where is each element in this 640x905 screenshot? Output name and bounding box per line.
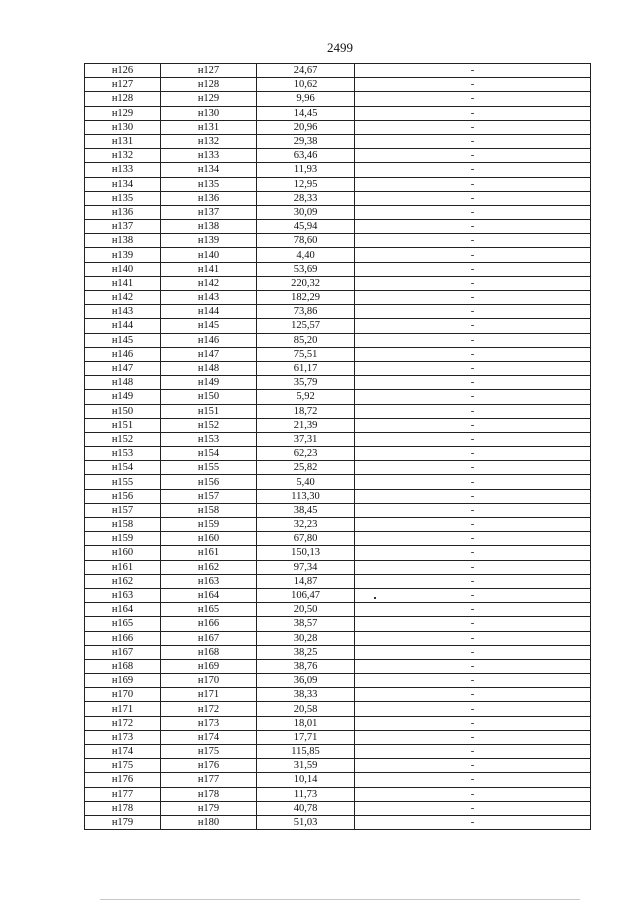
note-cell: - xyxy=(355,801,591,815)
to-point-cell: н156 xyxy=(161,475,257,489)
to-point-cell: н161 xyxy=(161,546,257,560)
table-row xyxy=(85,248,591,262)
note-cell: - xyxy=(355,560,591,574)
distance-cell: 38,57 xyxy=(257,617,355,631)
distance-cell: 61,17 xyxy=(257,361,355,375)
from-point-cell: н156 xyxy=(85,489,161,503)
table-row xyxy=(85,205,591,219)
to-point-cell: н177 xyxy=(161,773,257,787)
distance-cell: 97,34 xyxy=(257,560,355,574)
from-point-cell: н142 xyxy=(85,291,161,305)
note-cell: - xyxy=(355,291,591,305)
distance-cell: 38,76 xyxy=(257,659,355,673)
from-point-cell: н167 xyxy=(85,645,161,659)
from-point-cell: н157 xyxy=(85,503,161,517)
table-row xyxy=(85,106,591,120)
to-point-cell: н127 xyxy=(161,64,257,78)
note-cell: - xyxy=(355,702,591,716)
from-point-cell: н129 xyxy=(85,106,161,120)
distance-cell: 67,80 xyxy=(257,532,355,546)
note-cell: - xyxy=(355,120,591,134)
from-point-cell: н145 xyxy=(85,333,161,347)
note-cell: - xyxy=(355,489,591,503)
table-row xyxy=(85,588,591,602)
note-cell: - xyxy=(355,234,591,248)
from-point-cell: н173 xyxy=(85,730,161,744)
note-cell: - xyxy=(355,64,591,78)
table-row xyxy=(85,773,591,787)
table-row xyxy=(85,745,591,759)
distance-cell: 75,51 xyxy=(257,347,355,361)
from-point-cell: н177 xyxy=(85,787,161,801)
distance-cell: 20,96 xyxy=(257,120,355,134)
to-point-cell: н129 xyxy=(161,92,257,106)
to-point-cell: н151 xyxy=(161,404,257,418)
distance-cell: 51,03 xyxy=(257,815,355,829)
table-row xyxy=(85,404,591,418)
from-point-cell: н153 xyxy=(85,447,161,461)
table-row xyxy=(85,149,591,163)
distance-cell: 20,50 xyxy=(257,603,355,617)
to-point-cell: н145 xyxy=(161,319,257,333)
from-point-cell: н158 xyxy=(85,518,161,532)
note-cell: - xyxy=(355,333,591,347)
note-cell: - xyxy=(355,787,591,801)
from-point-cell: н175 xyxy=(85,759,161,773)
distance-cell: 150,13 xyxy=(257,546,355,560)
from-point-cell: н161 xyxy=(85,560,161,574)
to-point-cell: н143 xyxy=(161,291,257,305)
distance-cell: 30,09 xyxy=(257,205,355,219)
table-row xyxy=(85,801,591,815)
note-cell: - xyxy=(355,92,591,106)
from-point-cell: н135 xyxy=(85,191,161,205)
to-point-cell: н154 xyxy=(161,447,257,461)
from-point-cell: н143 xyxy=(85,305,161,319)
to-point-cell: н157 xyxy=(161,489,257,503)
to-point-cell: н149 xyxy=(161,376,257,390)
distance-cell: 36,09 xyxy=(257,674,355,688)
note-cell: - xyxy=(355,418,591,432)
from-point-cell: н138 xyxy=(85,234,161,248)
table-row xyxy=(85,347,591,361)
to-point-cell: н180 xyxy=(161,815,257,829)
distance-cell: 182,29 xyxy=(257,291,355,305)
distance-cell: 38,45 xyxy=(257,503,355,517)
table-row xyxy=(85,532,591,546)
table-row xyxy=(85,461,591,475)
distance-cell: 9,96 xyxy=(257,92,355,106)
from-point-cell: н160 xyxy=(85,546,161,560)
to-point-cell: н171 xyxy=(161,688,257,702)
distance-cell: 73,86 xyxy=(257,305,355,319)
from-point-cell: н131 xyxy=(85,134,161,148)
distance-cell: 220,32 xyxy=(257,276,355,290)
distance-cell: 5,92 xyxy=(257,390,355,404)
note-cell: - xyxy=(355,404,591,418)
note-cell: - xyxy=(355,432,591,446)
table-row xyxy=(85,291,591,305)
distance-cell: 20,58 xyxy=(257,702,355,716)
from-point-cell: н162 xyxy=(85,574,161,588)
distance-cell: 32,23 xyxy=(257,518,355,532)
distance-cell: 24,67 xyxy=(257,64,355,78)
to-point-cell: н137 xyxy=(161,205,257,219)
note-cell: - xyxy=(355,347,591,361)
distance-cell: 113,30 xyxy=(257,489,355,503)
from-point-cell: н126 xyxy=(85,64,161,78)
note-cell: - xyxy=(355,177,591,191)
table-row xyxy=(85,503,591,517)
table-row xyxy=(85,702,591,716)
from-point-cell: н176 xyxy=(85,773,161,787)
from-point-cell: н137 xyxy=(85,220,161,234)
table-row xyxy=(85,475,591,489)
from-point-cell: н134 xyxy=(85,177,161,191)
from-point-cell: н127 xyxy=(85,78,161,92)
to-point-cell: н173 xyxy=(161,716,257,730)
note-cell: - xyxy=(355,617,591,631)
to-point-cell: н152 xyxy=(161,418,257,432)
distance-cell: 18,72 xyxy=(257,404,355,418)
to-point-cell: н141 xyxy=(161,262,257,276)
note-cell: - xyxy=(355,688,591,702)
table-row xyxy=(85,759,591,773)
table-row xyxy=(85,432,591,446)
to-point-cell: н150 xyxy=(161,390,257,404)
from-point-cell: н169 xyxy=(85,674,161,688)
distance-cell: 63,46 xyxy=(257,149,355,163)
to-point-cell: н164 xyxy=(161,588,257,602)
table-row xyxy=(85,603,591,617)
distance-cell: 11,73 xyxy=(257,787,355,801)
to-point-cell: н136 xyxy=(161,191,257,205)
table-row xyxy=(85,617,591,631)
to-point-cell: н174 xyxy=(161,730,257,744)
to-point-cell: н128 xyxy=(161,78,257,92)
note-cell: - xyxy=(355,149,591,163)
note-cell: - xyxy=(355,532,591,546)
table-row xyxy=(85,319,591,333)
from-point-cell: н128 xyxy=(85,92,161,106)
from-point-cell: н155 xyxy=(85,475,161,489)
to-point-cell: н168 xyxy=(161,645,257,659)
note-cell: - xyxy=(355,361,591,375)
note-cell: - xyxy=(355,631,591,645)
from-point-cell: н141 xyxy=(85,276,161,290)
distance-cell: 12,95 xyxy=(257,177,355,191)
distance-cell: 53,69 xyxy=(257,262,355,276)
distance-cell: 38,33 xyxy=(257,688,355,702)
to-point-cell: н142 xyxy=(161,276,257,290)
to-point-cell: н133 xyxy=(161,149,257,163)
table-row xyxy=(85,574,591,588)
table-row xyxy=(85,276,591,290)
from-point-cell: н179 xyxy=(85,815,161,829)
table-row xyxy=(85,560,591,574)
to-point-cell: н159 xyxy=(161,518,257,532)
bottom-edge-line xyxy=(100,899,580,900)
note-cell: - xyxy=(355,518,591,532)
note-cell: - xyxy=(355,134,591,148)
distance-cell: 115,85 xyxy=(257,745,355,759)
table-row xyxy=(85,815,591,829)
note-cell: - xyxy=(355,262,591,276)
to-point-cell: н179 xyxy=(161,801,257,815)
from-point-cell: н139 xyxy=(85,248,161,262)
to-point-cell: н155 xyxy=(161,461,257,475)
table-row xyxy=(85,262,591,276)
distance-cell: 62,23 xyxy=(257,447,355,461)
distance-cell: 78,60 xyxy=(257,234,355,248)
table-row xyxy=(85,120,591,134)
note-cell: - xyxy=(355,546,591,560)
table-row xyxy=(85,659,591,673)
note-cell: - xyxy=(355,191,591,205)
distance-cell: 10,14 xyxy=(257,773,355,787)
table-row xyxy=(85,447,591,461)
distance-cell: 30,28 xyxy=(257,631,355,645)
to-point-cell: н160 xyxy=(161,532,257,546)
from-point-cell: н146 xyxy=(85,347,161,361)
note-cell: - xyxy=(355,759,591,773)
to-point-cell: н162 xyxy=(161,560,257,574)
from-point-cell: н159 xyxy=(85,532,161,546)
to-point-cell: н170 xyxy=(161,674,257,688)
note-cell: - xyxy=(355,163,591,177)
from-point-cell: н144 xyxy=(85,319,161,333)
to-point-cell: н138 xyxy=(161,220,257,234)
note-cell: - xyxy=(355,716,591,730)
note-cell: - xyxy=(355,815,591,829)
table-row xyxy=(85,92,591,106)
from-point-cell: н174 xyxy=(85,745,161,759)
distance-cell: 85,20 xyxy=(257,333,355,347)
page-number: 2499 xyxy=(327,40,353,55)
from-point-cell: н165 xyxy=(85,617,161,631)
table-row xyxy=(85,418,591,432)
to-point-cell: н158 xyxy=(161,503,257,517)
table-row xyxy=(85,489,591,503)
to-point-cell: н146 xyxy=(161,333,257,347)
distance-cell: 45,94 xyxy=(257,220,355,234)
note-cell: - xyxy=(355,461,591,475)
distance-cell: 106,47 xyxy=(257,588,355,602)
note-cell: - xyxy=(355,745,591,759)
to-point-cell: н140 xyxy=(161,248,257,262)
note-cell: - xyxy=(355,78,591,92)
to-point-cell: н153 xyxy=(161,432,257,446)
from-point-cell: н140 xyxy=(85,262,161,276)
distance-cell: 25,82 xyxy=(257,461,355,475)
note-cell: - xyxy=(355,503,591,517)
distance-cell: 40,78 xyxy=(257,801,355,815)
note-cell: - xyxy=(355,376,591,390)
table-row xyxy=(85,78,591,92)
note-cell: - xyxy=(355,220,591,234)
from-point-cell: н133 xyxy=(85,163,161,177)
note-cell: - xyxy=(355,319,591,333)
table-row xyxy=(85,716,591,730)
from-point-cell: н172 xyxy=(85,716,161,730)
from-point-cell: н132 xyxy=(85,149,161,163)
distance-cell: 11,93 xyxy=(257,163,355,177)
distance-cell: 37,31 xyxy=(257,432,355,446)
note-cell: - xyxy=(355,730,591,744)
to-point-cell: н132 xyxy=(161,134,257,148)
distance-cell: 125,57 xyxy=(257,319,355,333)
table-row xyxy=(85,333,591,347)
table-row xyxy=(85,191,591,205)
table-row xyxy=(85,688,591,702)
distance-cell: 5,40 xyxy=(257,475,355,489)
to-point-cell: н163 xyxy=(161,574,257,588)
distance-cell: 29,38 xyxy=(257,134,355,148)
table-row xyxy=(85,518,591,532)
to-point-cell: н169 xyxy=(161,659,257,673)
table-row xyxy=(85,730,591,744)
note-cell: - xyxy=(355,645,591,659)
from-point-cell: н151 xyxy=(85,418,161,432)
from-point-cell: н166 xyxy=(85,631,161,645)
note-cell: - xyxy=(355,659,591,673)
table-row xyxy=(85,305,591,319)
to-point-cell: н130 xyxy=(161,106,257,120)
table-row xyxy=(85,134,591,148)
table-row xyxy=(85,220,591,234)
from-point-cell: н136 xyxy=(85,205,161,219)
to-point-cell: н147 xyxy=(161,347,257,361)
table-row xyxy=(85,376,591,390)
note-cell: - xyxy=(355,674,591,688)
table-row xyxy=(85,361,591,375)
to-point-cell: н176 xyxy=(161,759,257,773)
distance-cell: 10,62 xyxy=(257,78,355,92)
note-cell: - xyxy=(355,106,591,120)
scan-speck xyxy=(374,597,376,599)
note-cell: - xyxy=(355,276,591,290)
to-point-cell: н148 xyxy=(161,361,257,375)
note-cell: - xyxy=(355,305,591,319)
to-point-cell: н178 xyxy=(161,787,257,801)
to-point-cell: н175 xyxy=(161,745,257,759)
distance-cell: 4,40 xyxy=(257,248,355,262)
table-row xyxy=(85,631,591,645)
distance-cell: 14,87 xyxy=(257,574,355,588)
to-point-cell: н139 xyxy=(161,234,257,248)
note-cell: - xyxy=(355,574,591,588)
from-point-cell: н130 xyxy=(85,120,161,134)
note-cell: - xyxy=(355,205,591,219)
table-row xyxy=(85,163,591,177)
from-point-cell: н171 xyxy=(85,702,161,716)
table-row xyxy=(85,674,591,688)
note-cell: - xyxy=(355,475,591,489)
table-row xyxy=(85,645,591,659)
note-cell: - xyxy=(355,588,591,602)
table-body xyxy=(85,64,591,830)
to-point-cell: н135 xyxy=(161,177,257,191)
to-point-cell: н144 xyxy=(161,305,257,319)
from-point-cell: н164 xyxy=(85,603,161,617)
from-point-cell: н163 xyxy=(85,588,161,602)
from-point-cell: н154 xyxy=(85,461,161,475)
distance-cell: 31,59 xyxy=(257,759,355,773)
note-cell: - xyxy=(355,447,591,461)
to-point-cell: н165 xyxy=(161,603,257,617)
distance-cell: 21,39 xyxy=(257,418,355,432)
note-cell: - xyxy=(355,773,591,787)
distance-cell: 28,33 xyxy=(257,191,355,205)
table-row xyxy=(85,546,591,560)
table-row xyxy=(85,234,591,248)
from-point-cell: н152 xyxy=(85,432,161,446)
to-point-cell: н172 xyxy=(161,702,257,716)
from-point-cell: н170 xyxy=(85,688,161,702)
to-point-cell: н131 xyxy=(161,120,257,134)
note-cell: - xyxy=(355,248,591,262)
table-row xyxy=(85,390,591,404)
distance-cell: 38,25 xyxy=(257,645,355,659)
to-point-cell: н134 xyxy=(161,163,257,177)
table-row xyxy=(85,177,591,191)
from-point-cell: н150 xyxy=(85,404,161,418)
table-row xyxy=(85,64,591,78)
to-point-cell: н167 xyxy=(161,631,257,645)
from-point-cell: н168 xyxy=(85,659,161,673)
note-cell: - xyxy=(355,603,591,617)
distance-cell: 14,45 xyxy=(257,106,355,120)
from-point-cell: н149 xyxy=(85,390,161,404)
boundary-points-table xyxy=(84,63,591,830)
note-cell: - xyxy=(355,390,591,404)
distance-cell: 18,01 xyxy=(257,716,355,730)
to-point-cell: н166 xyxy=(161,617,257,631)
from-point-cell: н148 xyxy=(85,376,161,390)
from-point-cell: н178 xyxy=(85,801,161,815)
table-row xyxy=(85,787,591,801)
distance-cell: 17,71 xyxy=(257,730,355,744)
distance-cell: 35,79 xyxy=(257,376,355,390)
from-point-cell: н147 xyxy=(85,361,161,375)
